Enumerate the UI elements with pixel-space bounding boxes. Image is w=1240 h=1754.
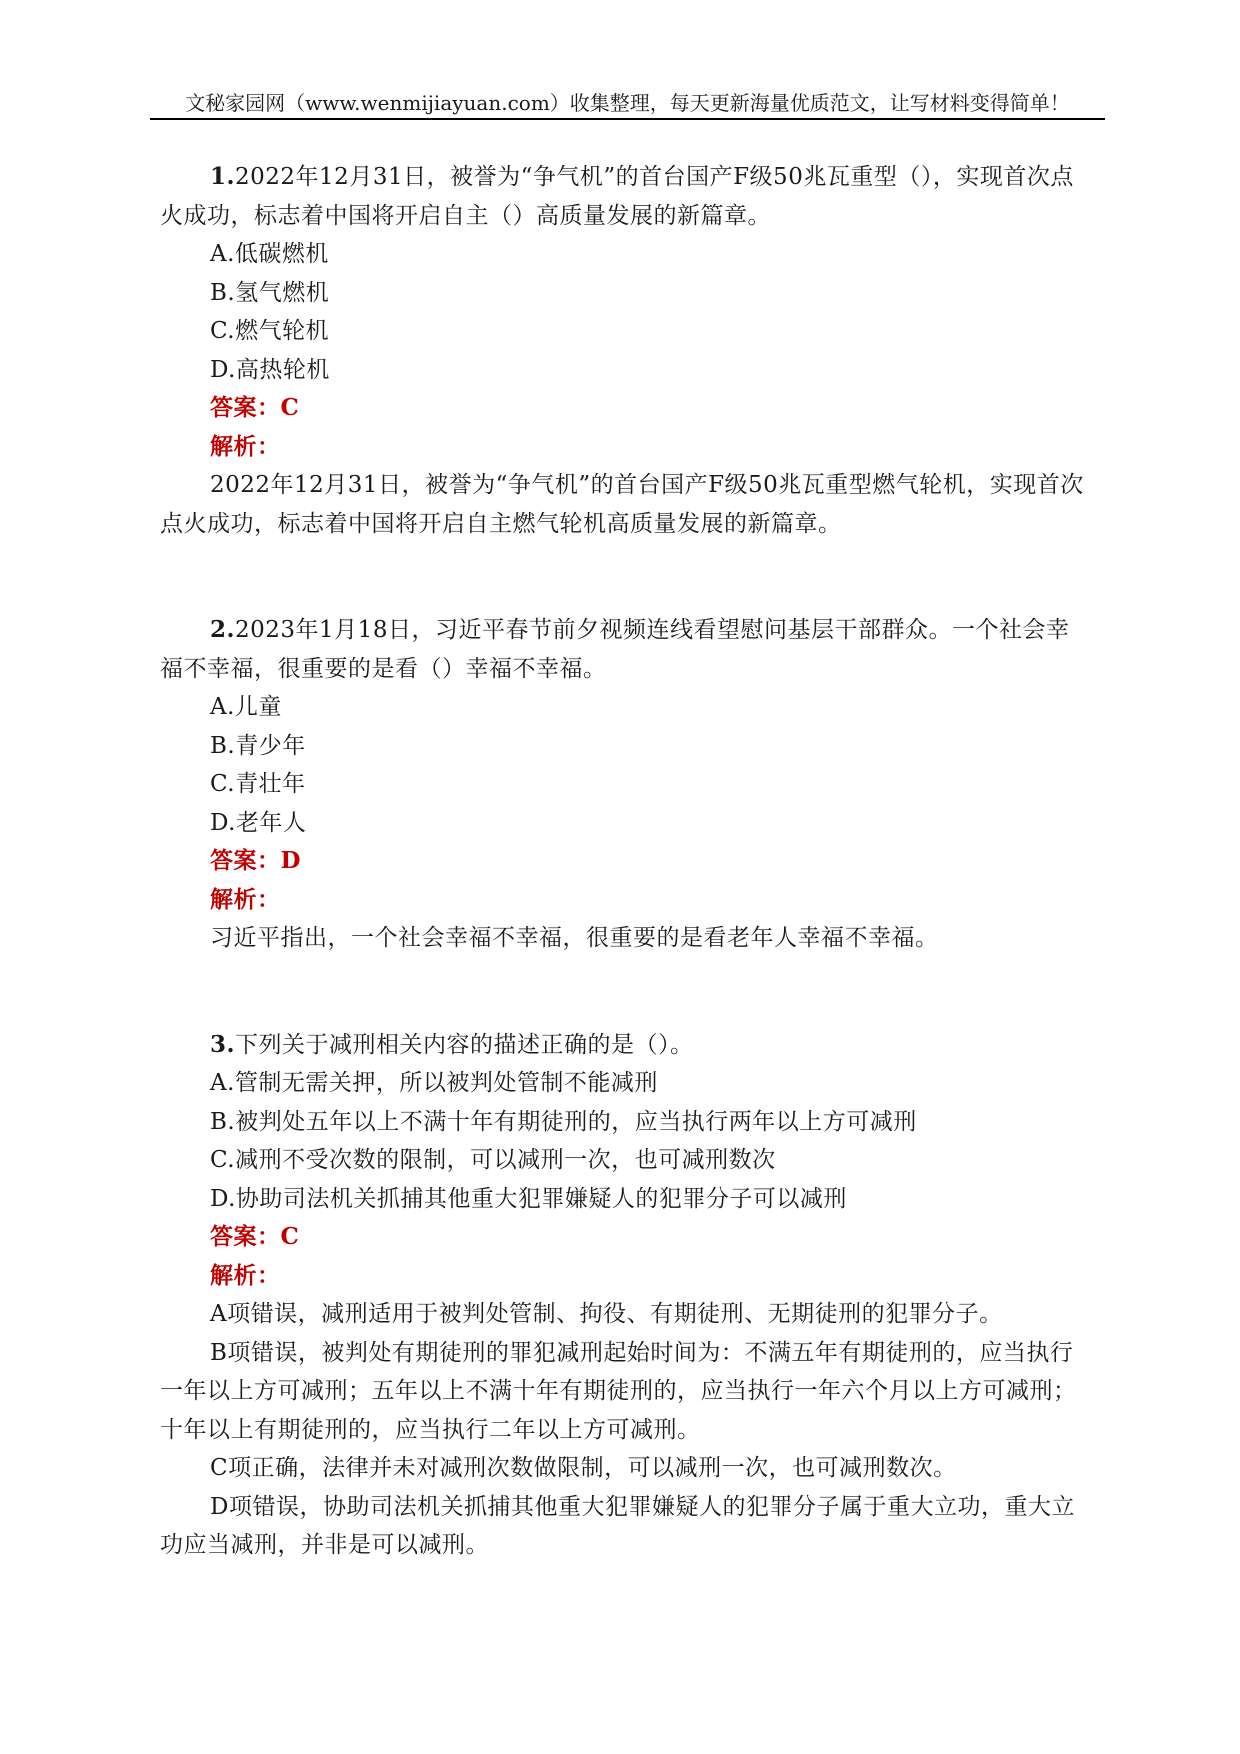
analysis-paragraph: D项错误，协助司法机关抓捕其他重大犯罪嫌疑人的犯罪分子属于重大立功，重大立功应当减刑，并非是可以减刑。 (160, 1493, 1075, 1558)
analysis-paragraph: 2022年12月31日，被誉为“争气机”的首台国产F级50兆瓦重型燃气轮机，实现首次点火成功，标志着中国将开启自主燃气轮机高质量发展的新篇章。 (160, 472, 1084, 537)
answer-option: B.被判处五年以上不满十年有期徒刑的，应当执行两年以上方可减刑 (210, 1108, 917, 1135)
question-1 (160, 158, 1090, 543)
question-3 (160, 1026, 1090, 1565)
analysis-paragraph: 习近平指出，一个社会幸福不幸福，很重要的是看老年人幸福不幸福。 (210, 925, 939, 951)
analysis-paragraph: B项错误，被判处有期徒刑的罪犯减刑起始时间为：不满五年有期徒刑的，应当执行一年以上方可减刑；五年以上不满十年有期徒刑的，应当执行一年六个月以上方可减刑；十年以上有期徒刑的，应当执行二年以上方可减刑。 (160, 1339, 1077, 1443)
question-number: 2. (210, 616, 236, 643)
analysis-label: 解析： (210, 885, 281, 913)
answer-option: D.老年人 (210, 809, 307, 836)
question-stem (160, 158, 1090, 235)
analysis-label: 解析： (210, 432, 281, 460)
answer-option: D.高热轮机 (210, 356, 330, 383)
document-body (160, 158, 1090, 1565)
question-spacer (160, 958, 1090, 1026)
answer-option: A.儿童 (210, 694, 282, 720)
answer-option: B.青少年 (210, 732, 306, 759)
analysis-label: 解析： (210, 1261, 281, 1289)
question-number: 1. (210, 163, 236, 190)
analysis-paragraph: A项错误，减刑适用于被判处管制、拘役、有期徒刑、无期徒刑的犯罪分子。 (210, 1301, 1003, 1327)
answer-option: B.氢气燃机 (210, 279, 330, 306)
answer-key: 答案：C (210, 1223, 300, 1250)
answer-option: A.管制无需关押，所以被判处管制不能减刑 (210, 1070, 658, 1096)
answer-option: C.减刑不受次数的限制，可以减刑一次，也可减刑数次 (210, 1147, 776, 1173)
question-text: 2022年12月31日，被誉为“争气机”的首台国产F级50兆瓦重型（），实现首次点火成功，标志着中国将开启自主（）高质量发展的新篇章。 (160, 164, 1074, 229)
question-stem (160, 1026, 1090, 1065)
question-text: 2023年1月18日，习近平春节前夕视频连线看望慰问基层干部群众。一个社会幸福不幸福，很重要的是看（）幸福不幸福。 (160, 617, 1070, 682)
question-text: 下列关于减刑相关内容的描述正确的是（）。 (235, 1031, 694, 1058)
answer-option: D.协助司法机关抓捕其他重大犯罪嫌疑人的犯罪分子可以减刑 (210, 1185, 847, 1212)
answer-option: C.燃气轮机 (210, 318, 330, 344)
page-header: 文秘家园网（www.wenmijiayuan.com）收集整理，每天更新海量优质范文，让写材料变得简单！ (150, 88, 1105, 120)
question-spacer (160, 543, 1090, 611)
answer-key: 答案：D (210, 847, 301, 874)
question-number: 3. (210, 1030, 236, 1058)
question-stem (160, 611, 1090, 688)
answer-key: 答案：C (210, 394, 300, 421)
question-2 (160, 611, 1090, 958)
answer-option: C.青壮年 (210, 771, 306, 797)
answer-option: A.低碳燃机 (210, 241, 329, 267)
analysis-paragraph: C项正确，法律并未对减刑次数做限制，可以减刑一次，也可减刑数次。 (210, 1455, 957, 1481)
